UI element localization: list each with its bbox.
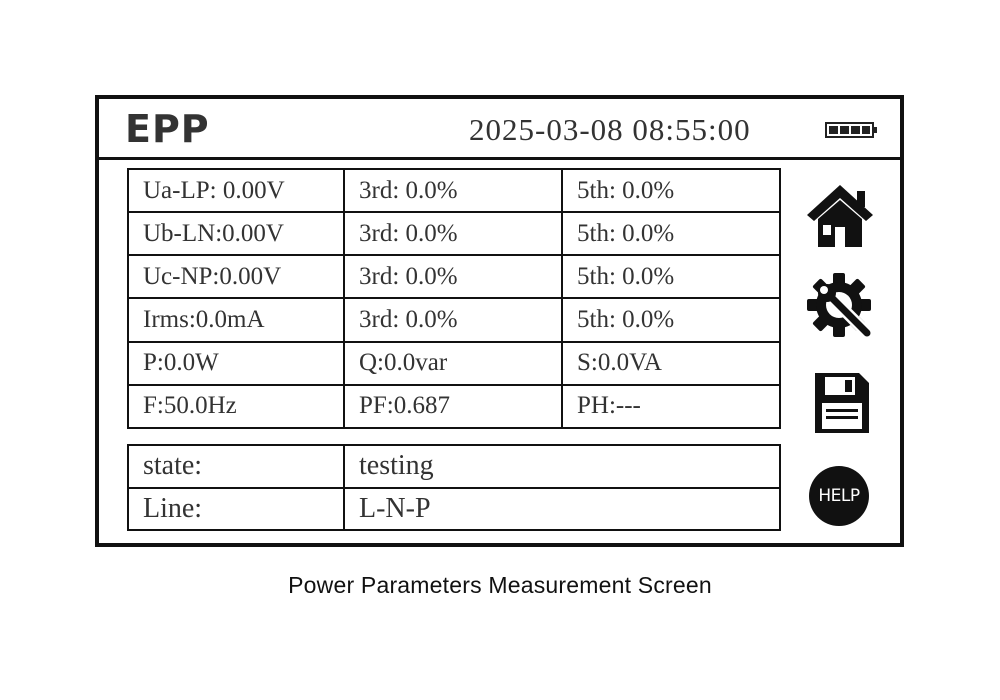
- phase-cell: PH:---: [562, 385, 780, 428]
- ua-lp-cell: Ua-LP: 0.00V: [128, 169, 344, 212]
- table-row: [128, 342, 780, 385]
- settings-icon[interactable]: [805, 271, 875, 341]
- table-row: [128, 169, 780, 212]
- uc-3rd-cell: 3rd: 0.0%: [344, 255, 562, 298]
- state-value: testing: [344, 445, 780, 488]
- header-bar: [99, 99, 900, 160]
- help-icon[interactable]: [809, 466, 869, 526]
- ub-ln-cell: Ub-LN:0.00V: [128, 212, 344, 255]
- home-icon[interactable]: [805, 183, 875, 249]
- ub-3rd-cell: 3rd: 0.0%: [344, 212, 562, 255]
- table-row: [128, 488, 780, 531]
- table-row: [128, 298, 780, 341]
- state-label: state:: [128, 445, 344, 488]
- battery-full-icon: [825, 122, 879, 138]
- ub-5th-cell: 5th: 0.0%: [562, 212, 780, 255]
- table-row: [128, 212, 780, 255]
- table-row: [128, 445, 780, 488]
- measurement-table: [127, 168, 781, 429]
- active-power-cell: P:0.0W: [128, 342, 344, 385]
- line-value: L-N-P: [344, 488, 780, 531]
- irms-5th-cell: 5th: 0.0%: [562, 298, 780, 341]
- app-title: EPP: [125, 107, 210, 151]
- datetime-display: 2025-03-08 08:55:00: [469, 112, 751, 147]
- table-row: [128, 255, 780, 298]
- save-icon[interactable]: [811, 371, 871, 435]
- ua-5th-cell: 5th: 0.0%: [562, 169, 780, 212]
- line-label: Line:: [128, 488, 344, 531]
- apparent-power-cell: S:0.0VA: [562, 342, 780, 385]
- status-table: [127, 444, 781, 531]
- screen-caption: Power Parameters Measurement Screen: [288, 572, 712, 598]
- irms-3rd-cell: 3rd: 0.0%: [344, 298, 562, 341]
- help-label: HELP: [818, 486, 860, 506]
- power-factor-cell: PF:0.687: [344, 385, 562, 428]
- irms-cell: Irms:0.0mA: [128, 298, 344, 341]
- table-row: [128, 385, 780, 428]
- ua-3rd-cell: 3rd: 0.0%: [344, 169, 562, 212]
- device-screen: [95, 95, 904, 547]
- uc-np-cell: Uc-NP:0.00V: [128, 255, 344, 298]
- uc-5th-cell: 5th: 0.0%: [562, 255, 780, 298]
- reactive-power-cell: Q:0.0var: [344, 342, 562, 385]
- frequency-cell: F:50.0Hz: [128, 385, 344, 428]
